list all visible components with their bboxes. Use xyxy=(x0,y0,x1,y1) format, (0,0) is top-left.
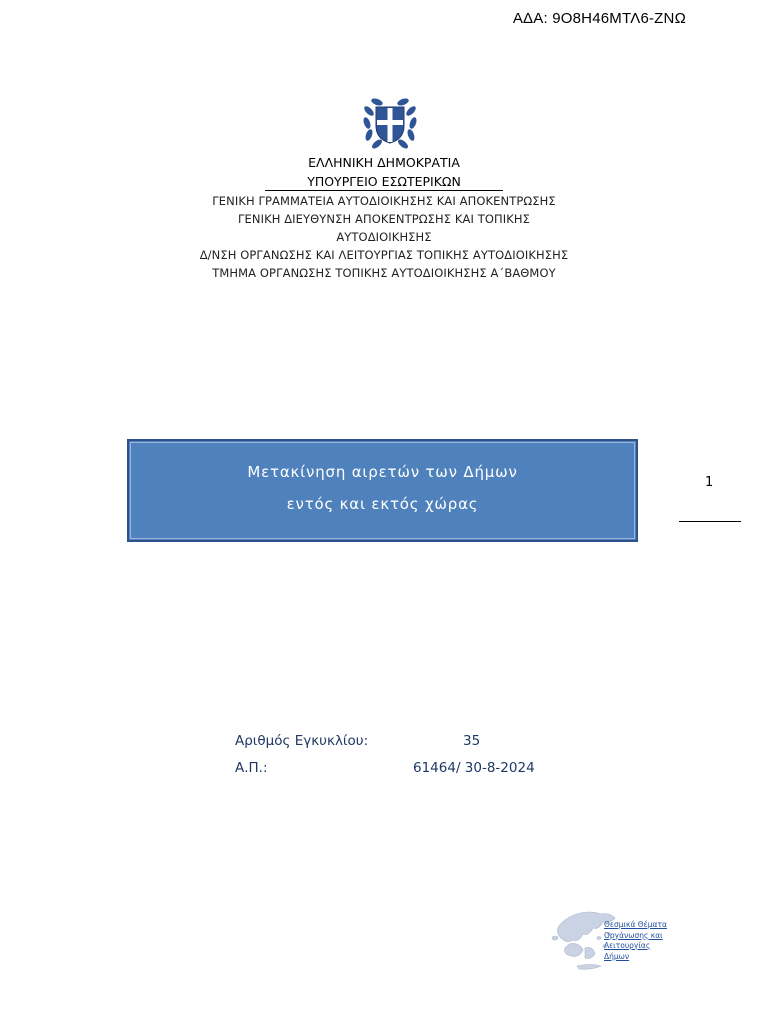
department-line: ΤΜΗΜΑ ΟΡΓΑΝΩΣΗΣ ΤΟΠΙΚΗΣ ΑΥΤΟΔΙΟΙΚΗΣΗΣ Α΄ΒΑΘΜΟΥ xyxy=(212,266,556,280)
department-line: ΓΕΝΙΚΗ ΔΙΕΥΘΥΝΣΗ ΑΠΟΚΕΝΤΡΩΣΗΣ ΚΑΙ ΤΟΠΙΚΗΣ xyxy=(238,212,530,226)
ada-code: ΑΔΑ: 9Ο8Η46ΜΤΛ6-ΖΝΩ xyxy=(512,10,686,27)
protocol-number-value: 61464/ 30-8-2024 xyxy=(413,760,535,776)
map-caption[interactable] xyxy=(604,920,674,962)
title-line-2: εντός και εκτός χώρας xyxy=(286,495,479,513)
department-line: Δ/ΝΣΗ ΟΡΓΑΝΩΣΗΣ ΚΑΙ ΛΕΙΤΟΥΡΓΙΑΣ ΤΟΠΙΚΗΣ ΑΥΤΟΔΙΟΙΚΗΣΗΣ xyxy=(199,248,569,262)
ministry-name: ΥΠΟΥΡΓΕΙΟ ΕΣΩΤΕΡΙΚΩΝ xyxy=(265,173,503,191)
circular-number-label: Αριθμός Εγκυκλίου: xyxy=(235,733,369,749)
coat-of-arms-icon xyxy=(359,93,421,151)
protocol-number-row xyxy=(235,760,535,776)
department-line: ΓΕΝΙΚΗ ΓΡΑΜΜΑΤΕΙΑ ΑΥΤΟΔΙΟΙΚΗΣΗΣ ΚΑΙ ΑΠΟΚΕΝΤΡΩΣΗΣ xyxy=(212,194,556,208)
map-caption-line[interactable]: Δήμων xyxy=(604,951,630,961)
page-number: 1 xyxy=(705,475,714,490)
map-caption-line[interactable]: Οργάνωσης και xyxy=(604,930,663,940)
title-line-1: Μετακίνηση αιρετών των Δήμων xyxy=(247,463,518,481)
protocol-number-label: Α.Π.: xyxy=(235,760,268,776)
issuer-header xyxy=(0,154,768,282)
department-line: ΑΥΤΟΔΙΟΙΚΗΣΗΣ xyxy=(336,230,432,244)
map-caption-line[interactable]: Θεσμικά Θέματα xyxy=(604,920,667,929)
page-number-rule xyxy=(679,521,741,522)
map-caption-line[interactable]: Λειτουργίας xyxy=(604,941,651,950)
circular-number-value: 35 xyxy=(463,733,481,749)
document-title-box xyxy=(127,439,638,542)
country-name: ΕΛΛΗΝΙΚΗ ΔΗΜΟΚΡΑΤΙΑ xyxy=(308,155,460,170)
circular-number-row xyxy=(235,733,481,749)
